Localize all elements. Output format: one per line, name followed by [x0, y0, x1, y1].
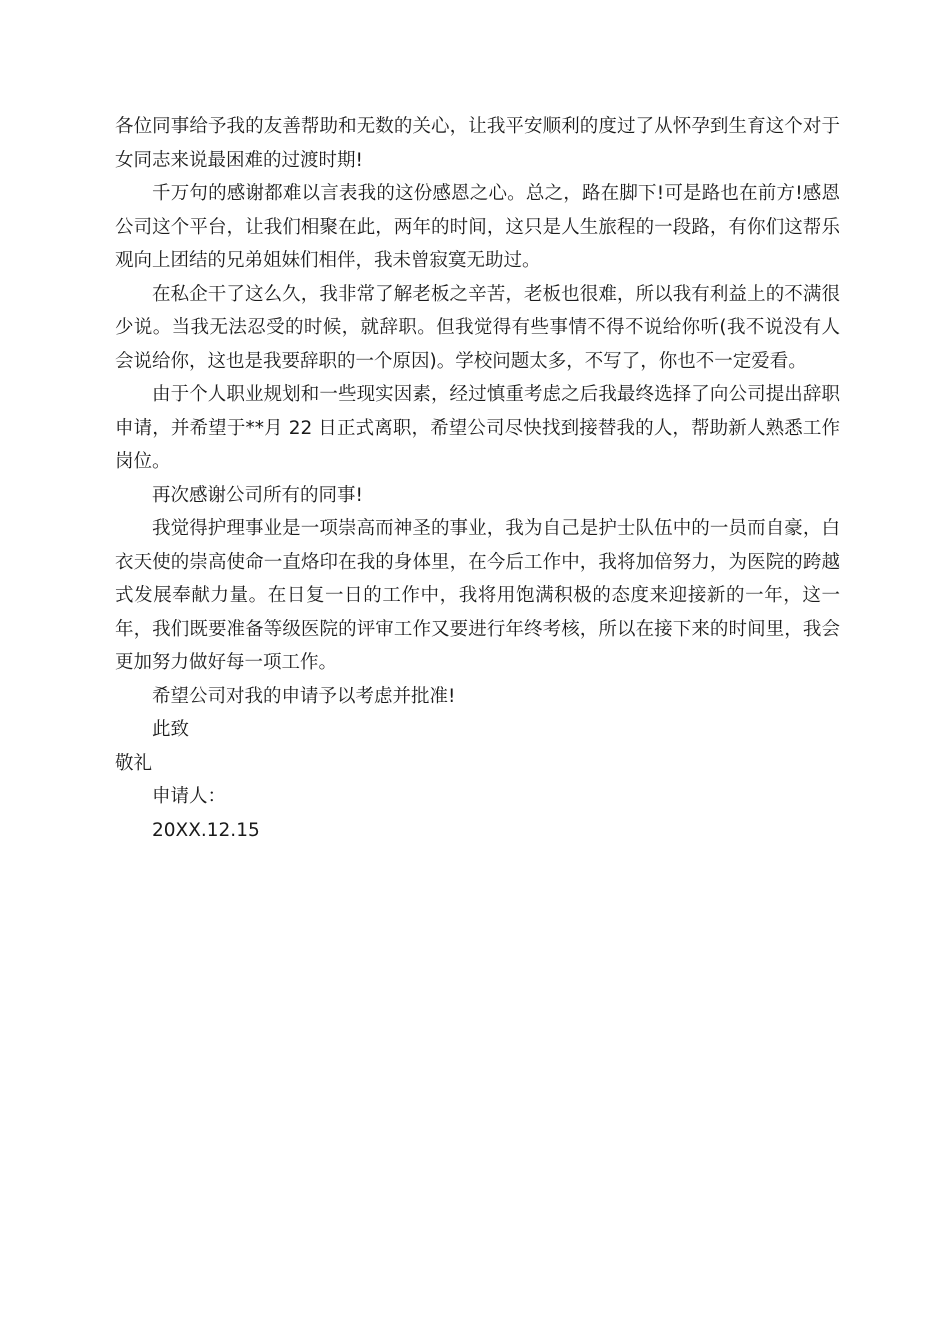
paragraph-approval-request: 希望公司对我的申请予以考虑并批准! — [152, 685, 456, 707]
salutation-line: 敬礼 — [115, 752, 153, 774]
paragraph-thanks-colleagues: 各位同事给予我的友善帮助和无数的关心，让我平安顺利的度过了从怀孕到生育这个对于女同志来说最困难的过渡时期! — [115, 116, 840, 171]
applicant-label: 申请人： — [152, 786, 227, 807]
paragraph-private-company: 在私企干了这么久，我非常了解老板之辛苦，老板也很难，所以我有利益上的不满很少说。当我无法忍受的时候，就辞职。但我觉得有些事情不得不说给你听(我不说没有人会说给你，这也是我要辞职的一个原因)。学校问题太多，不写了，你也不一定爱看。 — [115, 283, 840, 372]
paragraph-gratitude: 千万句的感谢都难以言表我的这份感恩之心。总之，路在脚下!可是路也在前方!感恩公司这个平台，让我们相聚在此，两年的时间，这只是人生旅程的一段路，有你们这帮乐观向上团结的兄弟姐妹们相伴，我未曾寂寞无助过。 — [115, 183, 840, 271]
letter-body — [115, 110, 840, 847]
paragraph-nursing-career: 我觉得护理事业是一项崇高而神圣的事业，我为自己是护士队伍中的一员而自豪，白衣天使的崇高使命一直烙印在我的身体里，在今后工作中，我将加倍努力，为医院的跨越式发展奉献力量。在日复一日的工作中，我将用饱满积极的态度来迎接新的一年，这一年，我们既要准备等级医院的评审工作又要进行年终考核，所以在接下来的时间里，我会更加努力做好每一项工作。 — [115, 518, 840, 673]
closing-line: 此致 — [152, 719, 190, 740]
paragraph-resignation-request: 由于个人职业规划和一些现实因素，经过慎重考虑之后我最终选择了向公司提出辞职申请，并希望于**月 22 日正式离职，希望公司尽快找到接替我的人，帮助新人熟悉工作岗位。 — [115, 384, 840, 472]
letter-date: 20XX.12.15 — [152, 819, 260, 841]
paragraph-thanks-again: 再次感谢公司所有的同事! — [152, 484, 363, 506]
